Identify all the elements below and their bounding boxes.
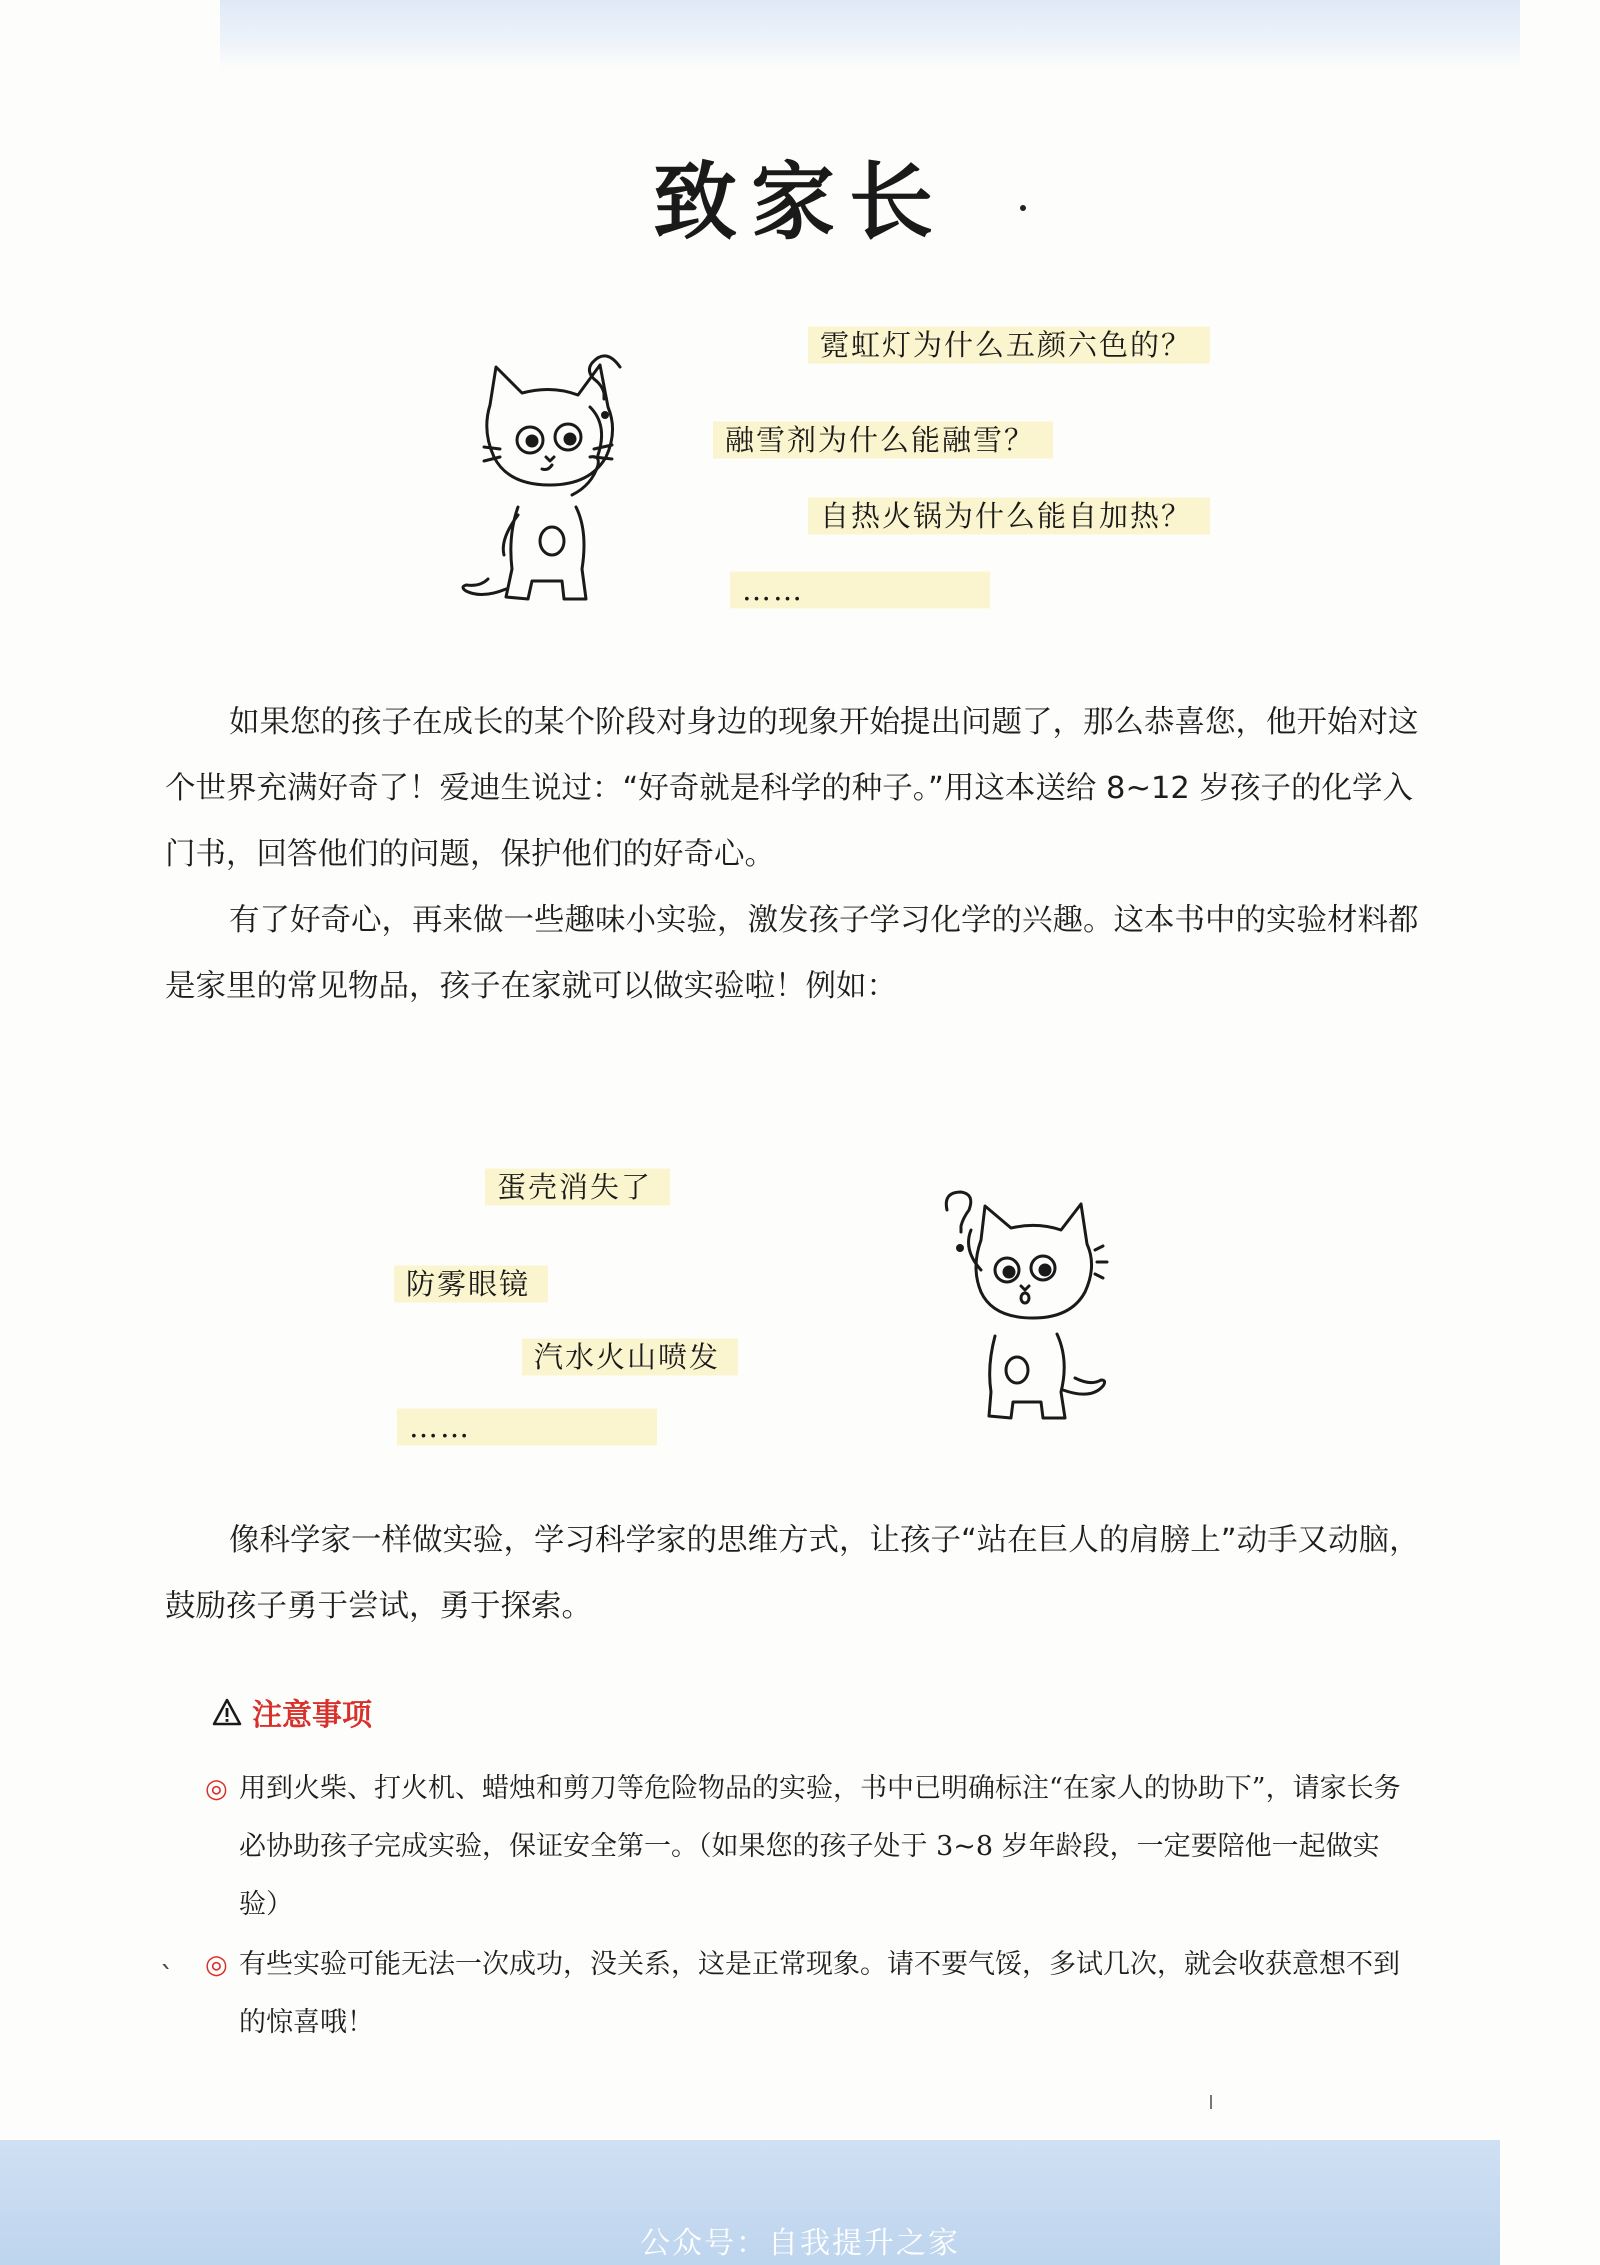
notice-heading-text: 注意事项 <box>252 1698 372 1733</box>
top-watercolor-wash <box>220 0 1520 70</box>
notice-list <box>205 1760 1405 2054</box>
warning-icon <box>212 1698 242 1726</box>
intro-paragraphs <box>165 690 1435 1020</box>
question-self-heating-pot: 自热火锅为什么能自加热？ <box>808 494 1210 538</box>
stray-tick-mark <box>1210 2095 1212 2109</box>
experiment-ellipsis: …… <box>397 1405 657 1449</box>
margin-mark: ` <box>160 1960 174 1993</box>
experiment-anti-fog-glasses: 防雾眼镜 <box>394 1262 548 1306</box>
intro-paragraph-1: 如果您的孩子在成长的某个阶段对身边的现象开始提出问题了，那么恭喜您，他开始对这个世界充满好奇了！爱迪生说过：“好奇就是科学的种子。”用这本送给 8~12 岁孩子的化学入门书，回答他们的问题，保护他们的好奇心。 <box>165 705 1419 872</box>
question-ellipsis: …… <box>730 568 990 612</box>
notice-item <box>205 1760 1405 1934</box>
stray-dot <box>1020 205 1026 211</box>
question-neon: 霓虹灯为什么五颜六色的？ <box>808 323 1210 367</box>
double-circle-bullet-icon: ◎ <box>205 1950 228 1980</box>
notice-heading <box>212 1690 372 1734</box>
double-circle-bullet-icon: ◎ <box>205 1774 228 1804</box>
notice-item-text: 有些实验可能无法一次成功，没关系，这是正常现象。请不要气馁，多试几次，就会收获意想不到的惊喜哦！ <box>239 1949 1400 2038</box>
curious-cat-illustration <box>925 1190 1125 1430</box>
experiment-soda-volcano: 汽水火山喷发 <box>522 1335 738 1379</box>
notice-item-text: 用到火柴、打火机、蜡烛和剪刀等危险物品的实验，书中已明确标注“在家人的协助下”，请家长务必协助孩子完成实验，保证安全第一。（如果您的孩子处于 3~8 岁年龄段，一定要陪他一起做实验） <box>239 1773 1401 1920</box>
intro-paragraph-2: 有了好奇心，再来做一些趣味小实验，激发孩子学习化学的兴趣。这本书中的实验材料都是家里的常见物品，孩子在家就可以做实验啦！例如： <box>165 903 1419 1004</box>
question-snow-melt: 融雪剂为什么能融雪？ <box>713 418 1053 462</box>
experiment-eggshell: 蛋壳消失了 <box>485 1165 670 1209</box>
notice-item <box>205 1936 1405 2052</box>
footer-watermark: 公众号：自我提升之家 <box>640 2226 960 2261</box>
closing-paragraph: 像科学家一样做实验，学习科学家的思维方式，让孩子“站在巨人的肩膀上”动手又动脑，鼓励孩子勇于尝试，勇于探索。 <box>165 1523 1420 1624</box>
thinking-cat-illustration <box>460 345 650 615</box>
closing-paragraph-block <box>165 1508 1435 1640</box>
page-title: 致家长 <box>652 153 947 251</box>
